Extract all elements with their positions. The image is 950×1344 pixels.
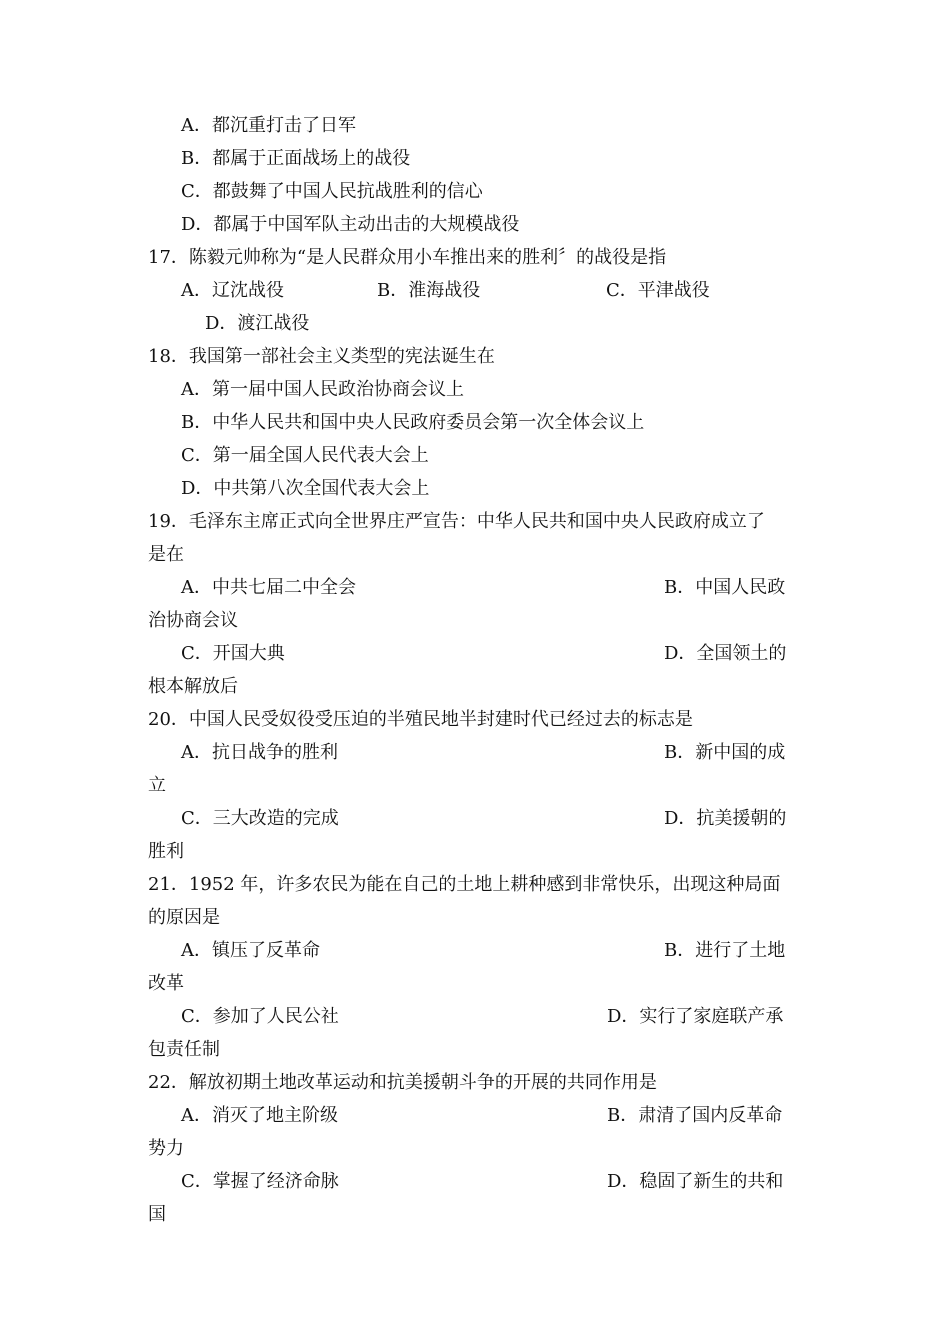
q22-stem: 22．解放初期土地改革运动和抗美援朝斗争的开展的共同作用是 (148, 1072, 657, 1093)
q22-option-d: D．稳固了新生的共和 (607, 1171, 784, 1192)
q21-option-a: A．镇压了反革命 (181, 940, 320, 961)
q19-option-c: C．开国大典 (181, 643, 285, 664)
q17-option-c: C．平津战役 (606, 280, 710, 301)
q21-option-d-cont: 包责任制 (148, 1039, 220, 1060)
q17-option-d: D．渡江战役 (205, 313, 310, 334)
q21-option-c: C．参加了人民公社 (181, 1006, 339, 1027)
q21-stem-line1: 21．1952 年，许多农民为能在自己的土地上耕种感到非常快乐，出现这种局面 (148, 874, 781, 895)
q18-option-b: B．中华人民共和国中央人民政府委员会第一次全体会议上 (181, 412, 645, 433)
q19-option-d: D．全国领土的 (664, 643, 787, 664)
q16-option-a: A．都沉重打击了日军 (181, 115, 356, 136)
q20-option-d: D．抗美援朝的 (664, 808, 787, 829)
q21-option-b-cont: 改革 (148, 973, 184, 994)
q17-option-a: A．辽沈战役 (181, 280, 284, 301)
q21-stem-line2: 的原因是 (148, 907, 220, 928)
q18-option-a: A．第一届中国人民政治协商会议上 (181, 379, 464, 400)
q22-option-c: C．掌握了经济命脉 (181, 1171, 339, 1192)
q16-option-c: C．都鼓舞了中国人民抗战胜利的信心 (181, 181, 483, 202)
q19-option-b-cont: 治协商会议 (148, 610, 238, 631)
q20-option-d-cont: 胜利 (148, 841, 184, 862)
q16-option-d: D．都属于中国军队主动出击的大规模战役 (181, 214, 520, 235)
q16-option-b: B．都属于正面战场上的战役 (181, 148, 411, 169)
q22-option-d-cont: 国 (148, 1204, 166, 1225)
q19-stem-line2: 是在 (148, 544, 184, 565)
q20-stem: 20．中国人民受奴役受压迫的半殖民地半封建时代已经过去的标志是 (148, 709, 693, 730)
q20-option-a: A．抗日战争的胜利 (181, 742, 338, 763)
q20-option-c: C．三大改造的完成 (181, 808, 339, 829)
q18-stem: 18．我国第一部社会主义类型的宪法诞生在 (148, 346, 495, 367)
q22-option-b: B．肃清了国内反革命 (607, 1105, 783, 1126)
q17-stem: 17．陈毅元帅称为“是人民群众用小车推出来的胜利〞的战役是指 (148, 247, 667, 268)
q22-option-b-cont: 势力 (148, 1138, 184, 1159)
q22-option-a: A．消灭了地主阶级 (181, 1105, 338, 1126)
q19-option-b: B．中国人民政 (664, 577, 786, 598)
q19-option-d-cont: 根本解放后 (148, 676, 238, 697)
q19-option-a: A．中共七届二中全会 (181, 577, 356, 598)
q20-option-b-cont: 立 (148, 775, 166, 796)
q21-option-d: D．实行了家庭联产承 (607, 1006, 784, 1027)
q17-option-b: B．淮海战役 (377, 280, 481, 301)
q18-option-c: C．第一届全国人民代表大会上 (181, 445, 429, 466)
q20-option-b: B．新中国的成 (664, 742, 786, 763)
q18-option-d: D．中共第八次全国代表大会上 (181, 478, 430, 499)
q21-option-b: B．进行了土地 (664, 940, 786, 961)
q19-stem-line1: 19．毛泽东主席正式向全世界庄严宣告：中华人民共和国中央人民政府成立了 (148, 511, 765, 532)
